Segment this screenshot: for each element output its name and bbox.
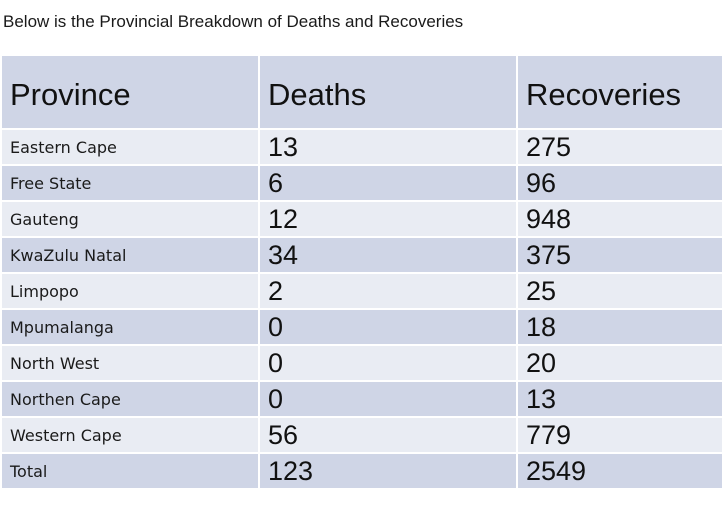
recoveries-cell: 2549	[517, 453, 722, 489]
table-row	[1, 201, 722, 237]
deaths-cell: 0	[259, 309, 517, 345]
deaths-cell: 6	[259, 165, 517, 201]
deaths-cell: 0	[259, 345, 517, 381]
table-row-total	[1, 453, 722, 489]
table-row	[1, 273, 722, 309]
province-cell: Western Cape	[1, 417, 259, 453]
recoveries-cell: 18	[517, 309, 722, 345]
table-row	[1, 381, 722, 417]
deaths-cell: 0	[259, 381, 517, 417]
recoveries-cell: 275	[517, 129, 722, 165]
table-header-row	[1, 55, 722, 129]
table-row	[1, 165, 722, 201]
table-row	[1, 129, 722, 165]
header-province: Province	[1, 55, 259, 129]
recoveries-cell: 25	[517, 273, 722, 309]
deaths-cell: 2	[259, 273, 517, 309]
table-row	[1, 345, 722, 381]
provincial-breakdown-table	[0, 54, 722, 490]
province-cell: Mpumalanga	[1, 309, 259, 345]
province-cell: Free State	[1, 165, 259, 201]
deaths-cell: 123	[259, 453, 517, 489]
recoveries-cell: 20	[517, 345, 722, 381]
recoveries-cell: 375	[517, 237, 722, 273]
province-cell: Gauteng	[1, 201, 259, 237]
recoveries-cell: 779	[517, 417, 722, 453]
deaths-cell: 13	[259, 129, 517, 165]
intro-text: Below is the Provincial Breakdown of Deaths and Recoveries	[3, 12, 464, 31]
province-cell: Eastern Cape	[1, 129, 259, 165]
recoveries-cell: 96	[517, 165, 722, 201]
province-cell: Total	[1, 453, 259, 489]
deaths-cell: 34	[259, 237, 517, 273]
deaths-cell: 12	[259, 201, 517, 237]
deaths-cell: 56	[259, 417, 517, 453]
header-deaths: Deaths	[259, 55, 517, 129]
table-row	[1, 309, 722, 345]
table-row	[1, 417, 722, 453]
province-cell: North West	[1, 345, 259, 381]
province-cell: Northen Cape	[1, 381, 259, 417]
province-cell: KwaZulu Natal	[1, 237, 259, 273]
recoveries-cell: 13	[517, 381, 722, 417]
table-row	[1, 237, 722, 273]
province-cell: Limpopo	[1, 273, 259, 309]
header-recoveries: Recoveries	[517, 55, 722, 129]
recoveries-cell: 948	[517, 201, 722, 237]
